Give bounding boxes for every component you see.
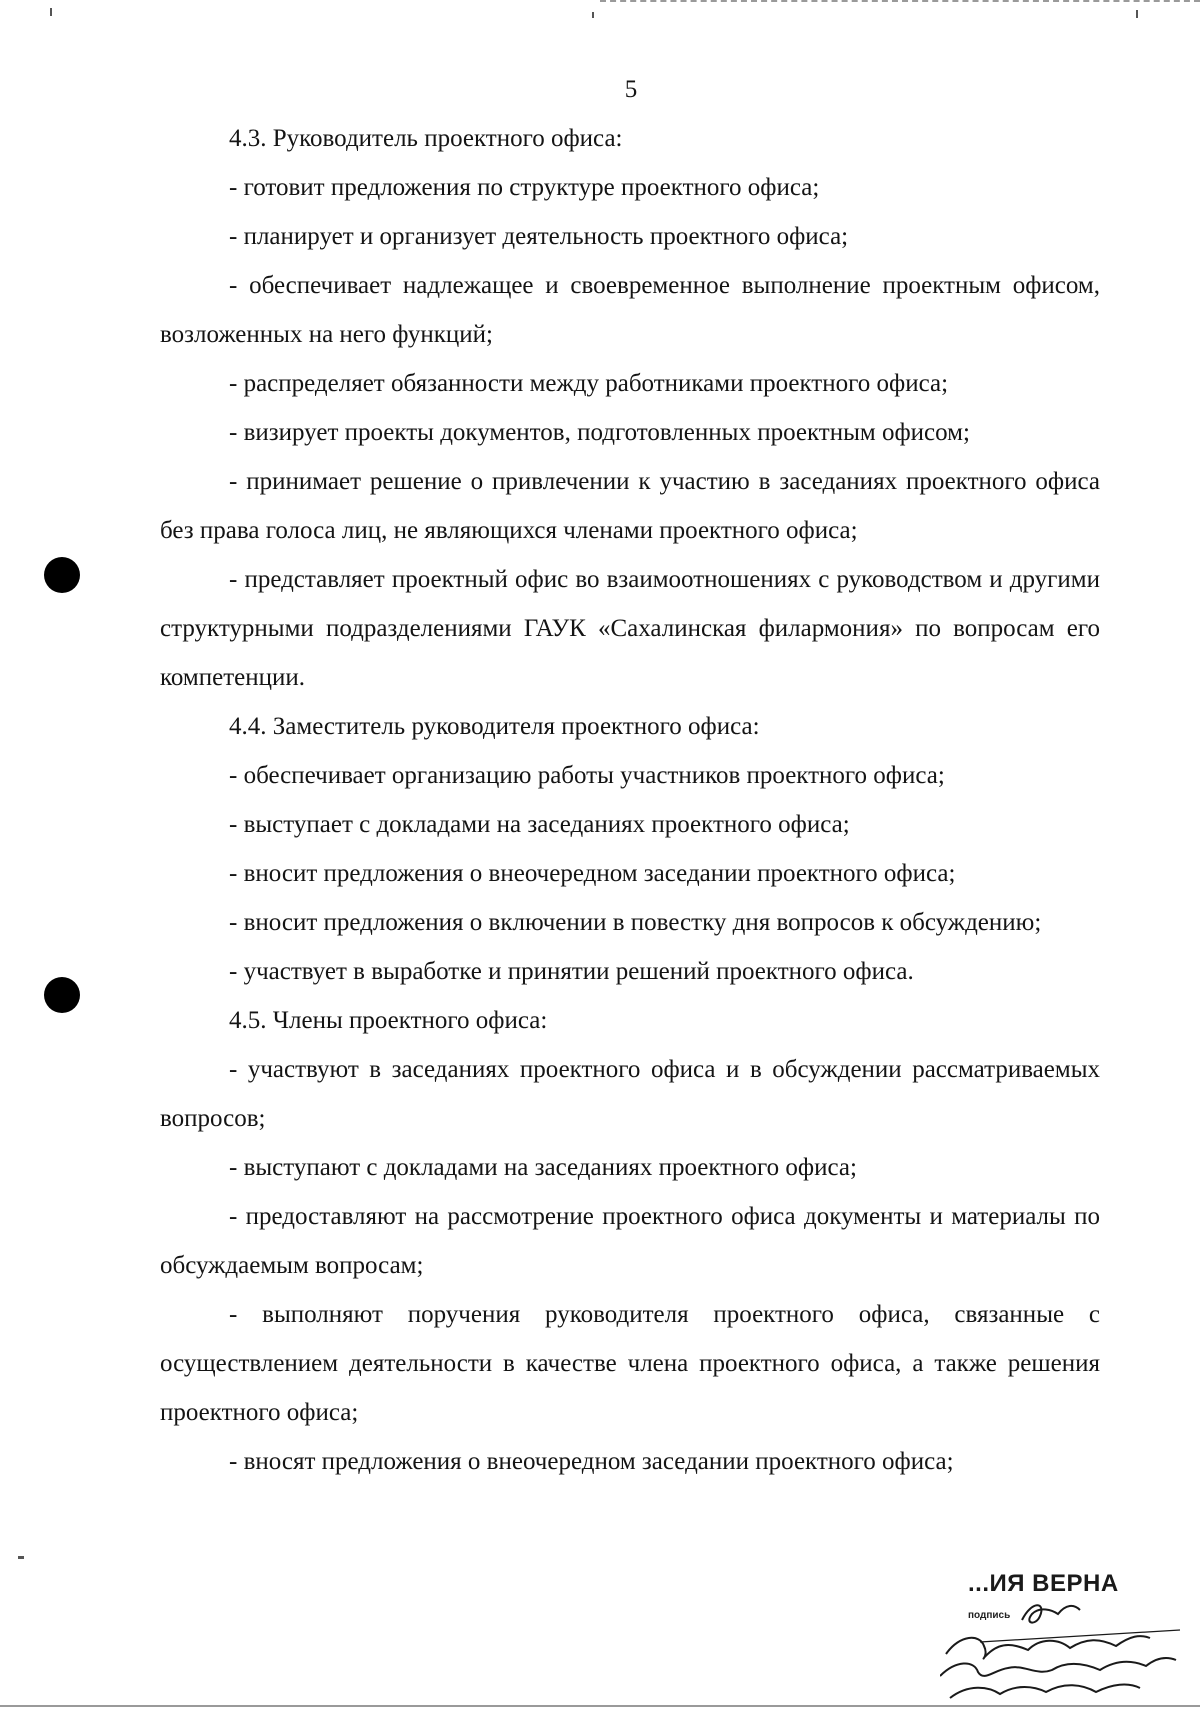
- scan-speck: [1136, 10, 1138, 18]
- section-heading-4-5: 4.5. Члены проектного офиса:: [229, 1007, 548, 1034]
- page-number: 5: [624, 76, 638, 103]
- list-item: - готовит предложения по структуре проектного офиса;: [229, 174, 820, 201]
- list-item: - принимает решение о привлечении к участию в заседаниях проектного офиса без права голоса лиц, не являющихся членами проектного офиса;: [160, 468, 1100, 544]
- list-item: - вносит предложения о внеочередном заседании проектного офиса;: [229, 860, 956, 887]
- list-item: - обеспечивает организацию работы участников проектного офиса;: [229, 762, 945, 789]
- list-item: - визирует проекты документов, подготовленных проектным офисом;: [229, 419, 970, 446]
- scan-edge-top: [600, 0, 1200, 5]
- list-item: - представляет проектный офис во взаимоотношениях с руководством и другими структурными подразделениями ГАУК «Сахалинская филармония» по вопросам его компетенции.: [160, 566, 1100, 691]
- list-item: - выступает с докладами на заседаниях проектного офиса;: [229, 811, 850, 838]
- list-item: - распределяет обязанности между работниками проектного офиса;: [229, 370, 949, 397]
- certification-stamp: [940, 1570, 1190, 1705]
- list-item: - вносят предложения о внеочередном заседании проектного офиса;: [229, 1448, 954, 1475]
- list-item: - планирует и организует деятельность проектного офиса;: [229, 223, 849, 250]
- scan-speck: [18, 1556, 24, 1559]
- punch-hole-lower: [44, 977, 80, 1013]
- stamp-title: ...ИЯ ВЕРНА: [968, 1570, 1119, 1597]
- list-item: - обеспечивает надлежащее и своевременное выполнение проектным офисом, возложенных на него функций;: [160, 272, 1100, 348]
- punch-hole-upper: [44, 557, 80, 593]
- section-heading-4-4: 4.4. Заместитель руководителя проектного офиса:: [229, 713, 760, 740]
- list-item: - участвует в выработке и принятии решений проектного офиса.: [229, 958, 914, 985]
- list-item: - вносит предложения о включении в повестку дня вопросов к обсуждению;: [229, 909, 1042, 936]
- list-item: - выполняют поручения руководителя проектного офиса, связанные с осуществлением деятельности в качестве члена проектного офиса, а также решения проектного офиса;: [160, 1301, 1100, 1426]
- handwritten-signature: [940, 1594, 1190, 1706]
- scan-speck: [50, 8, 52, 16]
- scan-edge-bottom: [0, 1705, 1200, 1707]
- section-heading-4-3: 4.3. Руководитель проектного офиса:: [229, 125, 623, 152]
- list-item: - выступают с докладами на заседаниях проектного офиса;: [229, 1154, 857, 1181]
- document-body: [160, 114, 1100, 1486]
- stamp-caption: подпись: [968, 1610, 1011, 1621]
- list-item: - предоставляют на рассмотрение проектного офиса документы и материалы по обсуждаемым вопросам;: [160, 1203, 1100, 1279]
- scan-speck: [592, 12, 594, 18]
- list-item: - участвуют в заседаниях проектного офиса и в обсуждении рассматриваемых вопросов;: [160, 1056, 1100, 1132]
